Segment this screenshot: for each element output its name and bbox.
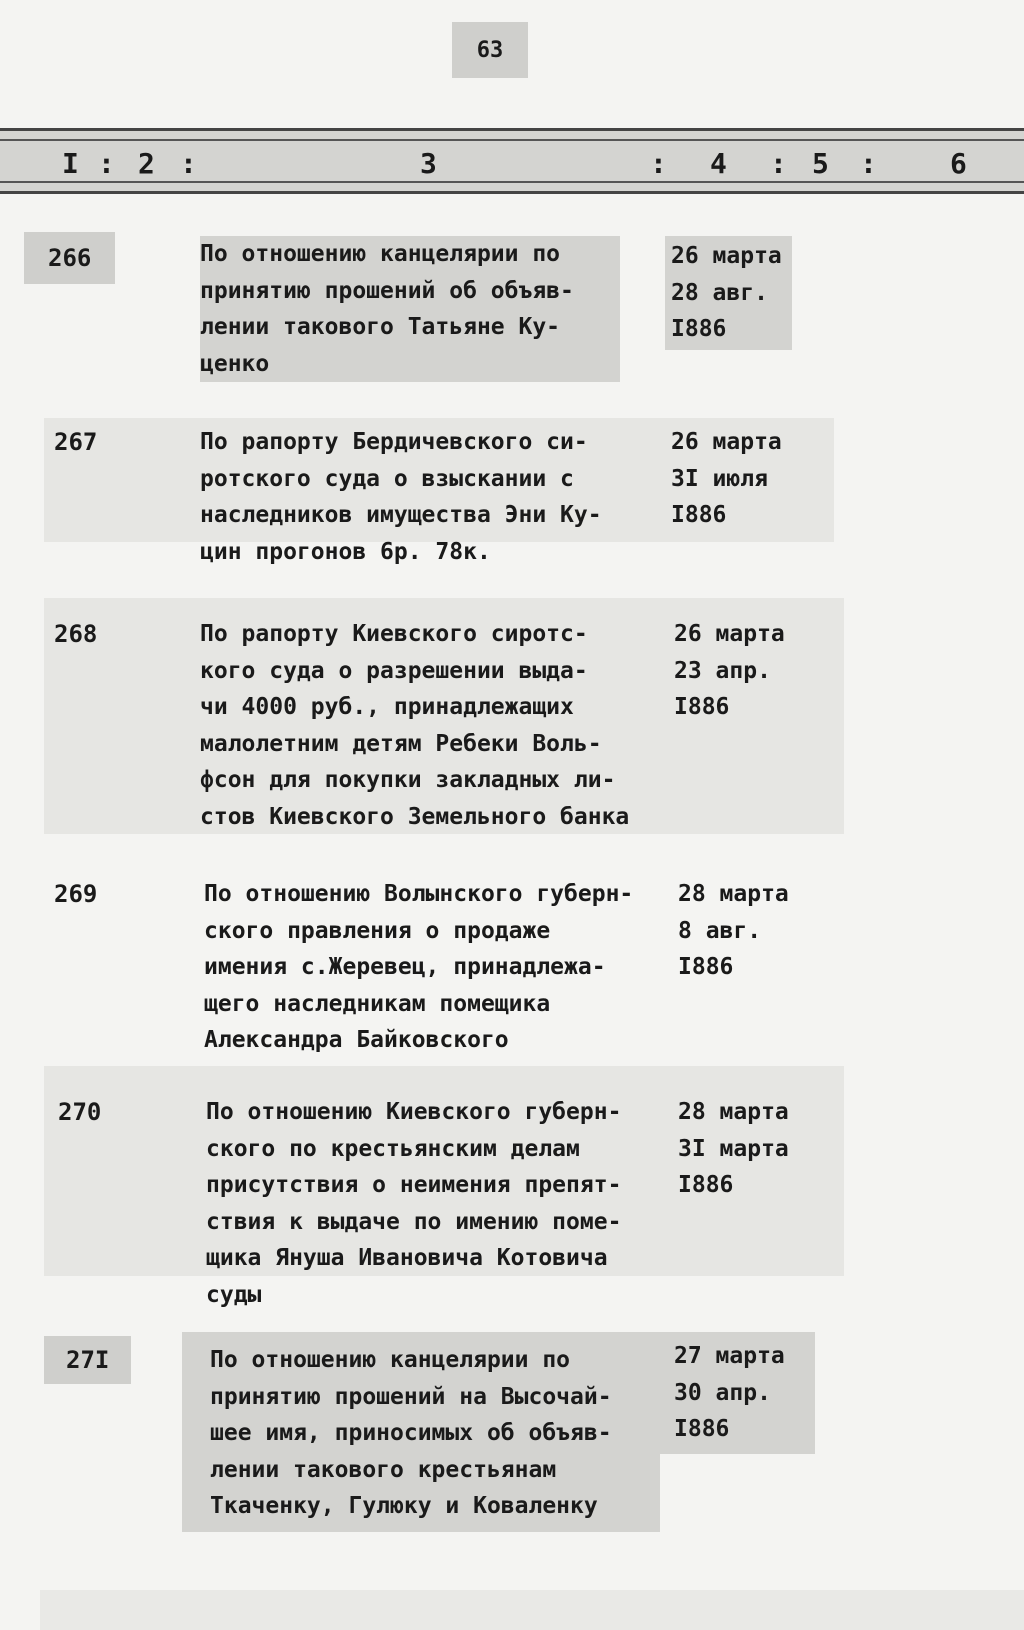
entry-dates <box>665 236 792 350</box>
column-header-6: 6 <box>950 147 967 180</box>
column-header-2: 2 <box>138 147 155 180</box>
entry-date-start: 28 марта <box>678 1099 789 1125</box>
entry-description: По отношению канцелярии по принятию прошений на Высочай- шее имя, приносимых об объяв- лении такового крестьянам Ткаченку, Гулюку и Коваленку <box>210 1347 612 1519</box>
entry-year: I886 <box>674 1416 730 1442</box>
column-header-band <box>0 128 1024 194</box>
entry-dates <box>660 1332 815 1454</box>
column-header-5: 5 <box>812 147 829 180</box>
column-separator: : <box>860 147 877 180</box>
entry-dates <box>672 1092 799 1206</box>
page-number: 63 <box>452 22 528 78</box>
entry-number: 266 <box>24 232 115 284</box>
entry-number: 269 <box>54 880 98 908</box>
entry-date-start: 26 марта <box>671 429 782 455</box>
entry-date-end: 28 авг. <box>671 279 768 306</box>
entry-year: I886 <box>671 316 727 342</box>
entry-number: 270 <box>58 1098 102 1126</box>
entry-number: 268 <box>54 620 98 648</box>
header-top-rule <box>0 139 1024 141</box>
entry-date-start: 26 марта <box>671 243 782 269</box>
column-separator: : <box>770 147 787 180</box>
column-separator: : <box>650 147 667 180</box>
entry-description: По отношению Волынского губерн- ского правления о продаже имения с.Жеревец, принадлежа- щего наследникам помещика Александра Байковского <box>204 881 634 1053</box>
entry-year: I886 <box>671 502 727 528</box>
entry-date-start: 28 марта <box>678 881 789 907</box>
entry-number: 27I <box>44 1336 131 1384</box>
column-separator: : <box>180 147 197 180</box>
entry-date-end: 3I марта <box>678 1135 789 1162</box>
column-separator: : <box>98 147 115 180</box>
entry-year: I886 <box>678 1172 734 1198</box>
entry-description: По отношению канцелярии по принятию прошений об объяв- лении такового Татьяне Ку- ценко <box>200 236 620 382</box>
entry-number: 267 <box>54 428 98 456</box>
entry-date-end: 8 авг. <box>678 917 762 944</box>
entry-date-end: 23 апр. <box>674 657 771 684</box>
column-header-4: 4 <box>710 147 727 180</box>
entry-date-end: 3I июля <box>671 465 768 492</box>
header-bottom-rule <box>0 181 1024 183</box>
entry-description: По рапорту Бердичевского си- ротского суда о взыскании с наследников имущества Эни Ку- цин прогонов 6р. 78к. <box>200 429 602 565</box>
entry-date-start: 26 марта <box>674 621 785 647</box>
entry-description: По рапорту Киевского сиротс- кого суда о разрешении выда- чи 4000 руб., принадлежащих малолетним детям Ребеки Воль- фсон для покупки закладных ли- стов Киевского Земельного банка <box>200 621 630 830</box>
entry-date-start: 27 марта <box>674 1343 785 1369</box>
entry-year: I886 <box>678 954 734 980</box>
entry-dates <box>665 422 792 536</box>
entry-description: По отношению Киевского губерн- ского по крестьянским делам присутствия о неимения препят- ствия к выдаче по имению поме- щика Януша Ивановича Котовича суды <box>206 1099 622 1308</box>
entry-dates <box>672 874 799 988</box>
entry-date-end: 30 апр. <box>674 1379 771 1406</box>
column-header-3: 3 <box>420 147 437 180</box>
page-bottom-shading <box>40 1590 1024 1630</box>
entry-year: I886 <box>674 694 730 720</box>
entry-dates <box>668 614 795 728</box>
column-header-1: I <box>62 147 79 180</box>
